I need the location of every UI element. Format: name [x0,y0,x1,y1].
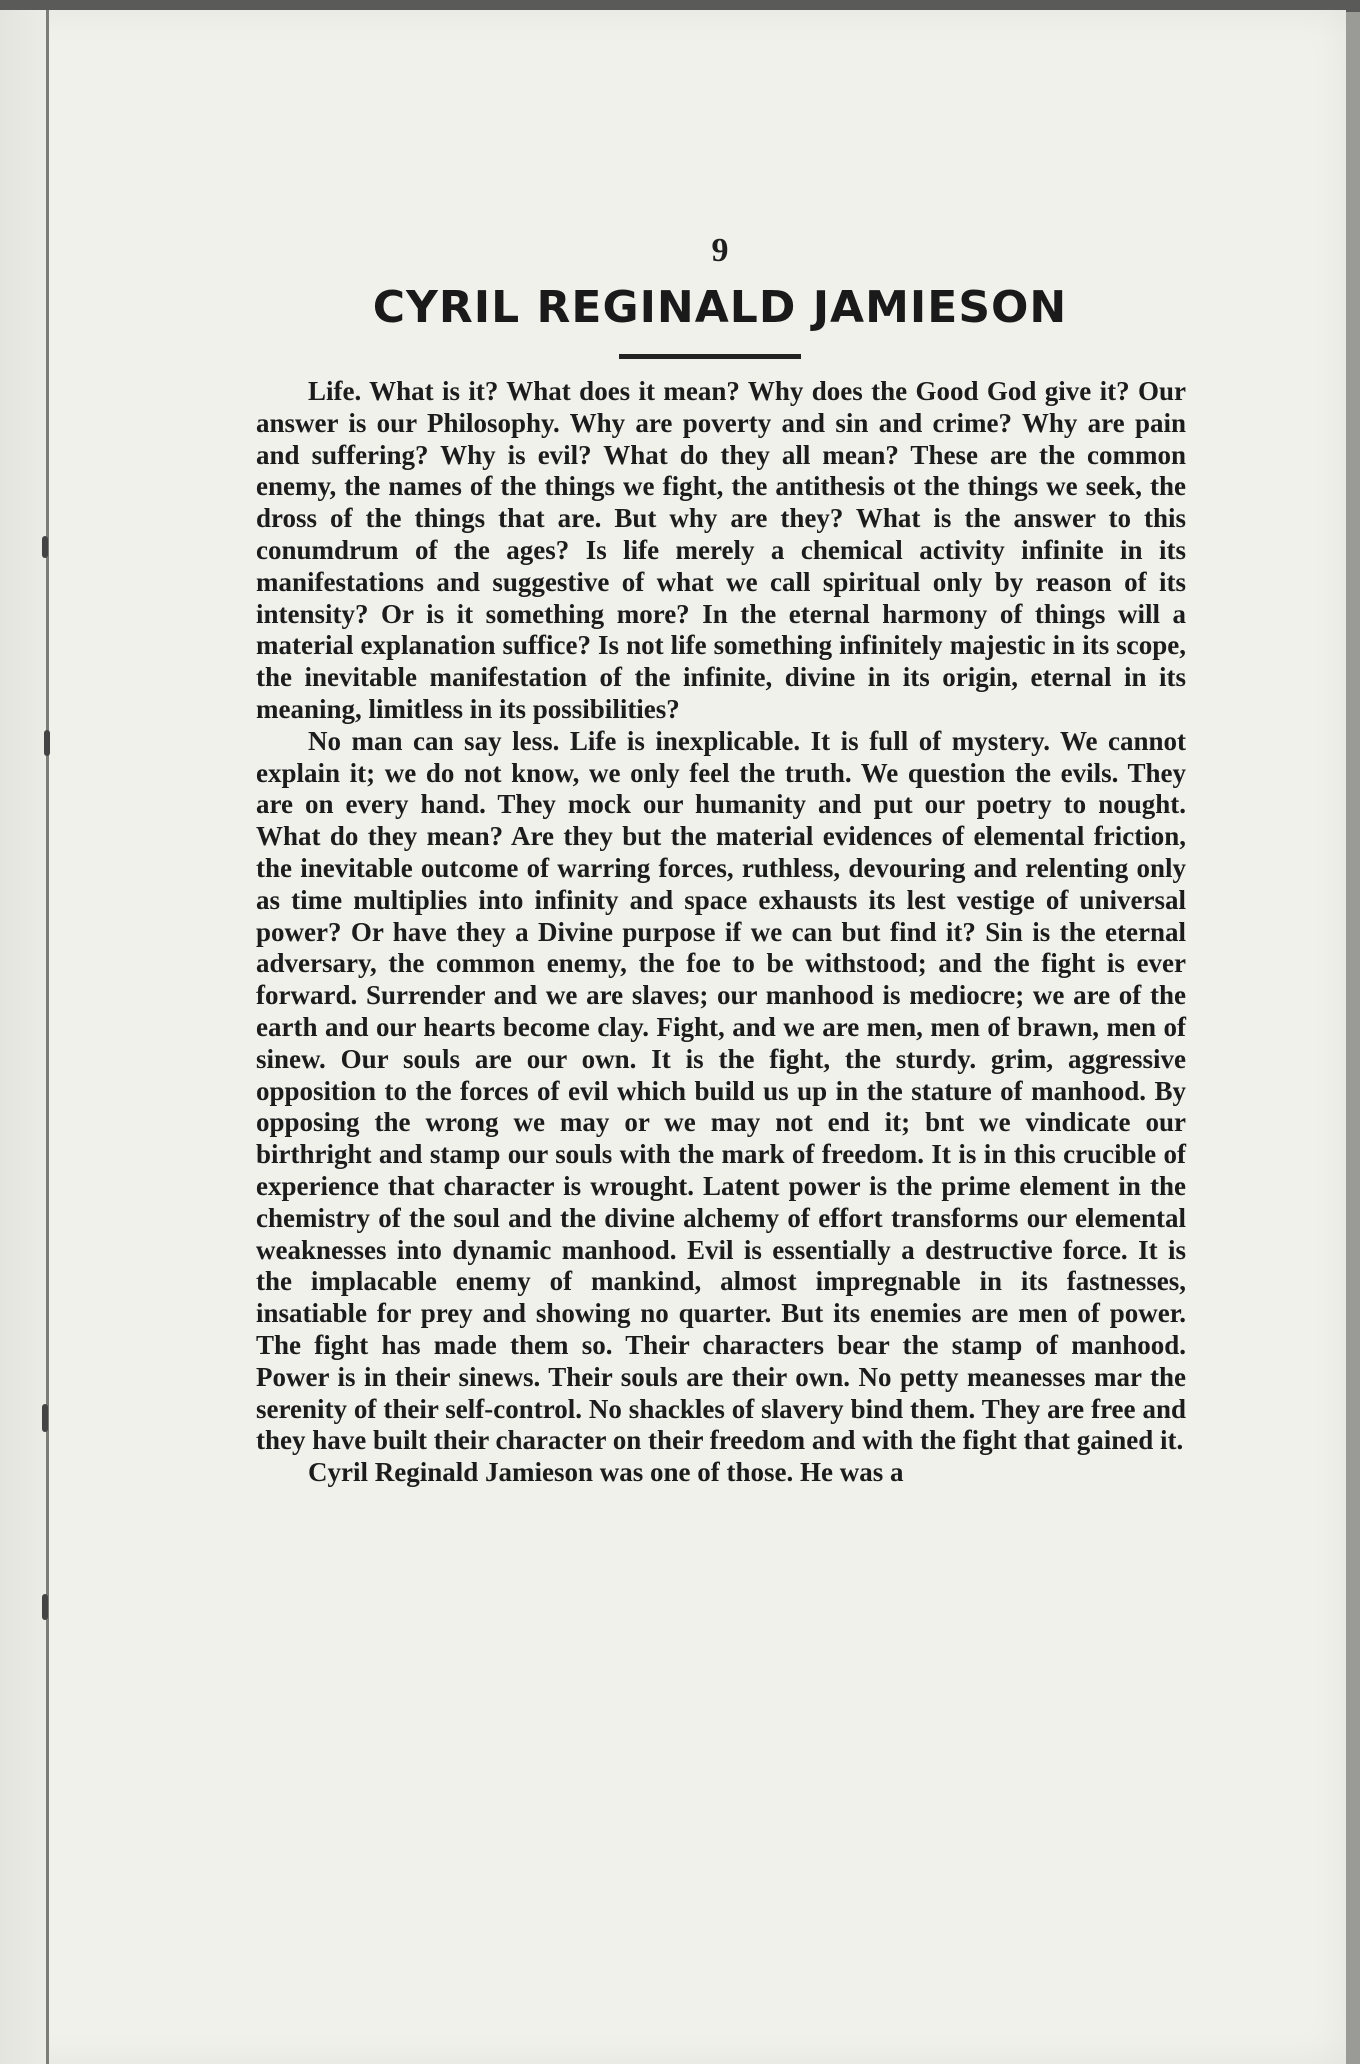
title-underline-rule [619,354,801,359]
paragraph: Cyril Reginald Jamieson was one of those. He was a [308,1457,904,1488]
binding-thread-mark [42,1594,48,1620]
body-text [256,376,1186,1489]
binding-thread-mark [44,730,50,756]
binding-thread-mark [42,536,48,558]
paragraph: No man can say less. Life is inexplicable. It is full of mystery. We cannot explain it; we do not know, we only feel the truth. We question the evils. They are on every hand. They mock our humanity and put our poetry to nought. What do they mean? Are they but the material evidences of elemental friction, the inevitable outcome of warring forces, ruthless, devouring and relenting only as time multiplies into infinity and space exhausts its lest vestige of universal power? Or have they a Divine purpose if we can but find it? Sin is the eternal adversary, the common enemy, the foe to be withstood; and the fight is ever forward. Surrender and we are slaves; our manhood is mediocre; we are of the earth and our hearts become clay. Fight, and we are men, men of brawn, men of sinew. Our souls are our own. It is the fight, the sturdy. grim, aggressive opposition to the forces of evil which build us up in the stature of manhood. By opposing the wrong we may or we may not end it; bnt we vindicate our birthright and stamp our souls with the mark of freedom. It is in this crucible of experience that character is wrought. Latent power is the prime element in the chemistry of the soul and the divine alchemy of effort transforms our elemental weaknesses into dynamic manhood. Evil is essentially a destructive force. It is the implacable enemy of mankind, almost impregnable in its fastnesses, insatiable for prey and showing no quarter. But its enemies are men of power. The fight has made them so. Their characters bear the stamp of manhood. Power is in their sinews. Their souls are their own. No petty meanesses mar the serenity of their self-control. No shackles of slavery bind them. They are free and they have built their character on their freedom and with the fight that gained it. [256,725,1186,1456]
page-number: 9 [711,232,729,269]
chapter-title: CYRIL REGINALD JAMIESON [372,282,1068,333]
binding-thread-mark [42,1404,48,1432]
paragraph: Life. What is it? What does it mean? Why does the Good God give it? Our answer is our Philosophy. Why are poverty and sin and crime? Why are pain and suffering? Why is evil? What do they all mean? These are the common enemy, the names of the things we fight, the antithesis ot the things we seek, the dross of the things that are. But why are they? What is the answer to this conumdrum of the ages? Is life merely a chemical activity infinite in its manifestations and suggestive of what we call spiritual only by reason of its intensity? Or is it something more? In the eternal harmony of things will a material explanation suffice? Is not life something infinitely majestic in its scope, the inevitable manifestation of the infinite, divine in its origin, eternal in its meaning, limitless in its possibilities? [256,376,1186,724]
